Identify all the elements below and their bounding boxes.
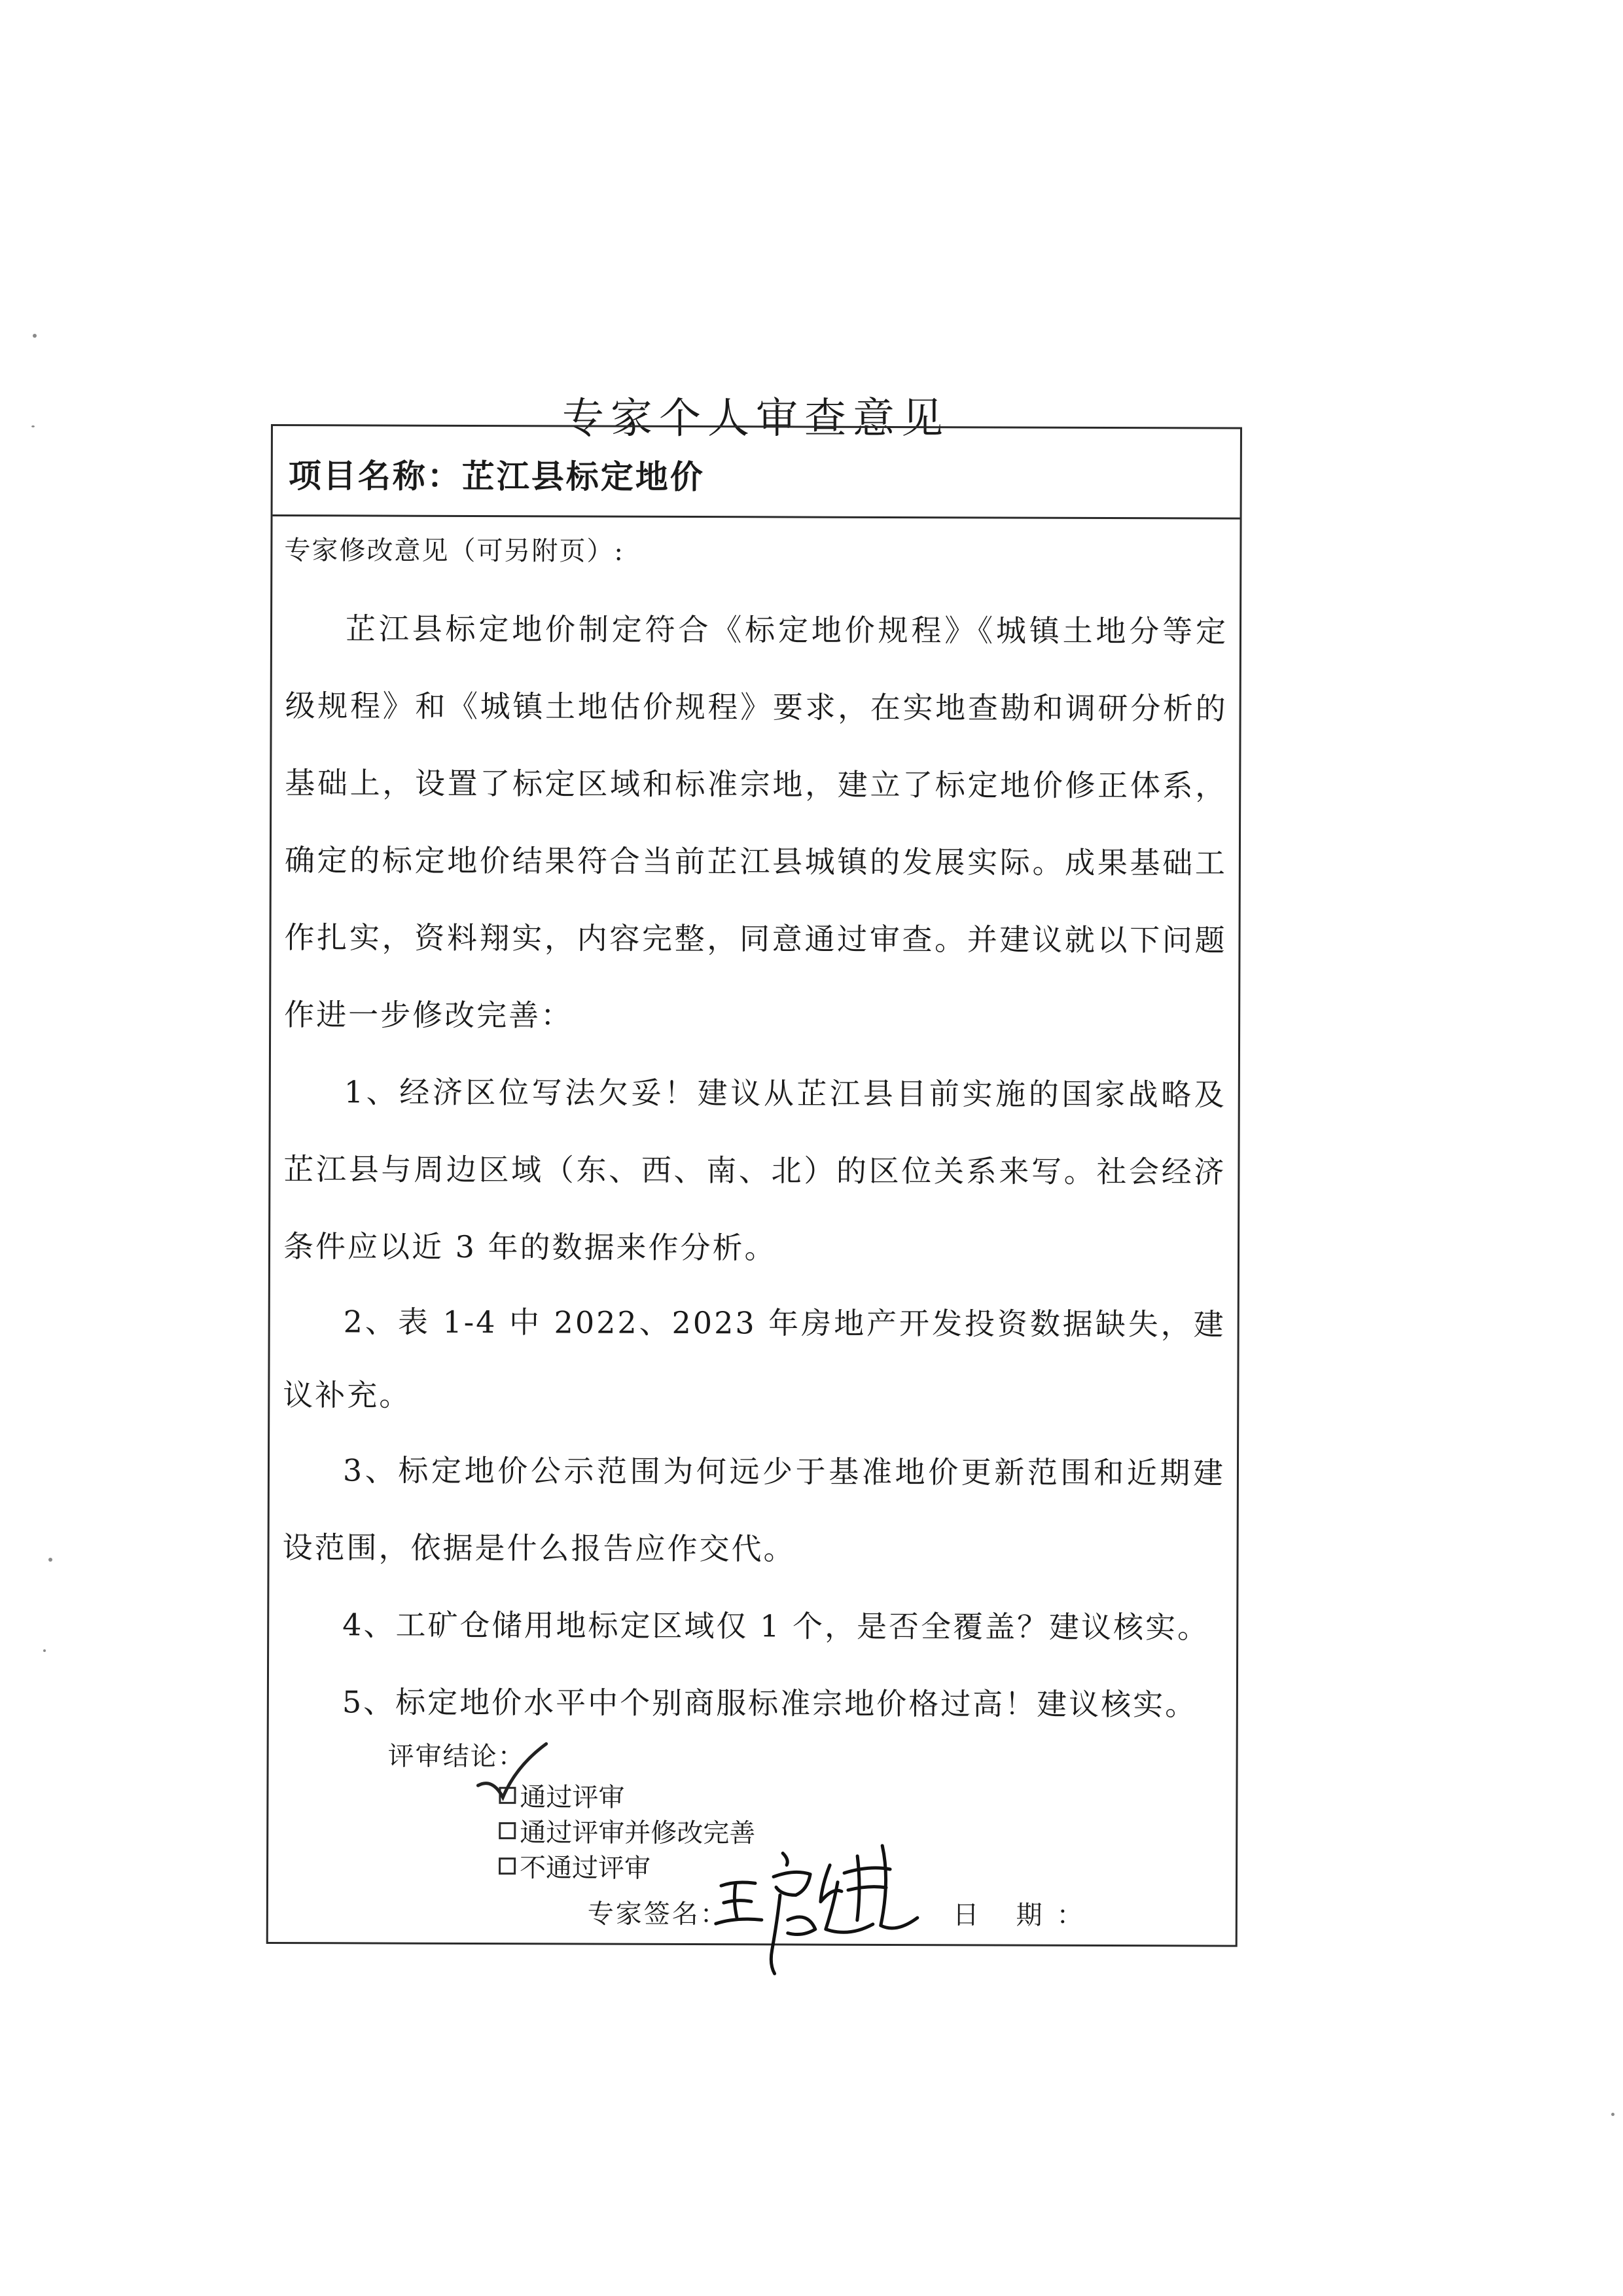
project-name-row [273, 426, 1240, 520]
scan-speck [43, 1649, 46, 1652]
document-title: 专家个人审查意见 [562, 394, 950, 443]
option-fail[interactable] [499, 1847, 651, 1885]
checkbox-fail[interactable] [499, 1857, 516, 1874]
opinion-paragraph: 5、标定地价水平中个别商服标准宗地价格过高！建议核实。 [342, 1684, 1198, 1723]
project-name: 项目名称：芷江县标定地价 [288, 456, 705, 497]
opinion-paragraph: 2、表 1-4 中 2022、2023 年房地产开发投资数据缺失，建议补充。 [283, 1304, 1226, 1413]
handwritten-check-mark-icon [473, 1740, 551, 1812]
opinion-paragraph: 4、工矿仓储用地标定区域仅 1 个，是否全覆盖？建议核实。 [342, 1607, 1210, 1645]
scan-speck [33, 334, 37, 338]
opinion-paragraph: 1、经济区位写法欠妥！建议从芷江县目前实施的国家战略及芷江县与周边区域（东、西、南、北）的区位关系来写。社会经济条件应以近 3 年的数据来作分析。 [283, 1074, 1226, 1266]
checkbox-pass-with-revision[interactable] [499, 1822, 516, 1839]
conclusion-label: 评审结论： [387, 1741, 526, 1772]
opinion-paragraph: 3、标定地价公示范围为何远少于基准地价更新范围和近期建设范围，依据是什么报告应作交代。 [282, 1452, 1226, 1567]
scan-speck [48, 1558, 52, 1562]
review-form [266, 424, 1242, 1947]
signature-label: 专家签名： [587, 1899, 728, 1930]
opinion-header: 专家修改意见（可另附页）: [284, 535, 624, 567]
handwritten-signature [709, 1821, 926, 1979]
opinion-paragraph: 芷江县标定地价制定符合《标定地价规程》《城镇土地分等定级规程》和《城镇土地估价规程》要求，在实地查勘和调研分析的基础上，设置了标定区域和标准宗地，建立了标定地价修正体系，确定的标定地价结果符合当前芷江县城镇的发展实际。成果基础工作扎实，资料翔实，内容完整，同意通过审查。并建议就以下问题作进一步修改完善： [284, 611, 1228, 1033]
option-pass-with-revision-label: 通过评审并修改完善 [520, 1818, 756, 1849]
scan-speck [1611, 2113, 1614, 2116]
option-fail-label: 不通过评审 [519, 1853, 651, 1884]
option-pass-label: 通过评审 [520, 1782, 625, 1813]
date-label: 日 期： [952, 1900, 1097, 1931]
opinion-body [282, 590, 1228, 1744]
